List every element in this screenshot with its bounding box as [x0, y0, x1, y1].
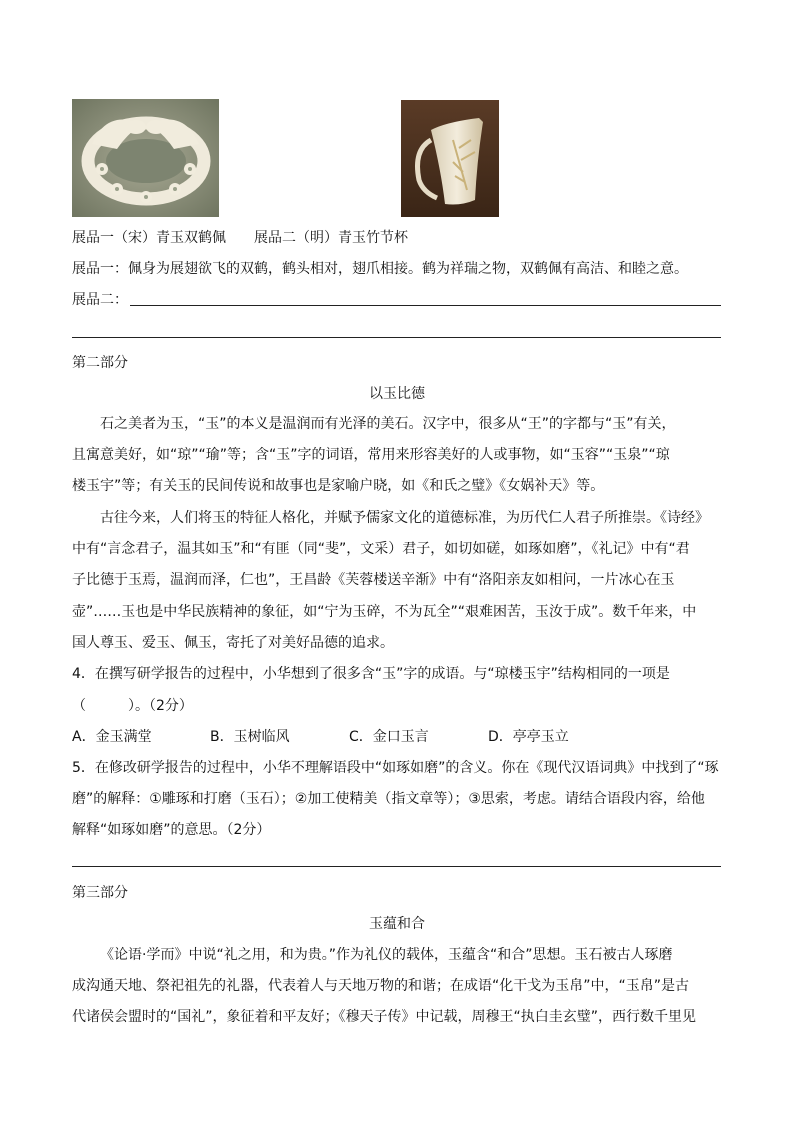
- question-5-line: 磨”的解释：①雕琢和打磨（玉石）；②加工使精美（指文章等）；③思索，考虑。请结合语段内容，给他: [72, 791, 705, 807]
- exhibit-2-answer-blank[interactable]: [130, 305, 721, 306]
- question-4-option-b[interactable]: B．玉树临风: [210, 729, 290, 745]
- part-2-heading: 第二部分: [72, 355, 128, 371]
- paragraph-line: 壶”……玉也是中华民族精神的象征，如“宁为玉碎，不为瓦全”“艰难困苦，玉汝于成”。数千年来，中: [72, 604, 697, 620]
- question-4-blank[interactable]: （ ）。（2分）: [72, 698, 193, 714]
- paragraph-line: 代诸侯会盟时的“国礼”，象征着和平友好；《穆天子传》中记载，周穆王“执白圭玄璧”，西行数千里见: [72, 1009, 697, 1025]
- question-4-option-a[interactable]: A．金玉满堂: [72, 729, 152, 745]
- paragraph-line: 子比德于玉焉，温润而泽，仁也”，王昌龄《芙蓉楼送辛渐》中有“洛阳亲友如相问，一片冰心在玉: [72, 572, 675, 588]
- part-3-title: 玉蕴和合: [369, 916, 425, 932]
- answer-line[interactable]: [72, 866, 721, 867]
- question-4-stem: 4．在撰写研学报告的过程中，小华想到了很多含“玉”字的成语。与“琼楼玉宇”结构相同的一项是: [72, 666, 670, 682]
- part-3-heading: 第三部分: [72, 885, 128, 901]
- paragraph-line: 国人尊玉、爱玉、佩玉，寄托了对美好品德的追求。: [72, 635, 394, 651]
- part-2-title: 以玉比德: [369, 386, 425, 402]
- paragraph-line: 石之美者为玉，“玉”的本义是温润而有光泽的美石。汉字中，很多从“王”的字都与“玉”有关，: [100, 416, 676, 432]
- paragraph-line: 《论语·学而》中说“礼之用，和为贵。”作为礼仪的载体，玉蕴含“和合”思想。玉石被古人琢磨: [100, 947, 673, 963]
- exhibit-1-description: 展品一：佩身为展翅欲飞的双鹤，鹤头相对，翅爪相接。鹤为祥瑞之物，双鹤佩有高洁、和睦之意。: [72, 261, 688, 277]
- paragraph-line: 中有“言念君子，温其如玉”和“有匪（同“斐”，文采）君子，如切如磋，如琢如磨”，《礼记》中有“君: [72, 541, 690, 557]
- exhibit-caption: 展品一（宋）青玉双鹤佩 展品二（明）青玉竹节杯: [72, 230, 408, 246]
- exhibit-2-image-bamboo-jade-cup: [401, 100, 499, 217]
- paragraph-line: 成沟通天地、祭祀祖先的礼器，代表着人与天地万物的和谐；在成语“化干戈为玉帛”中，“玉帛”是古: [72, 978, 690, 994]
- question-5-line: 解释“如琢如磨”的意思。（2分）: [72, 822, 271, 838]
- question-4-option-c[interactable]: C．金口玉言: [349, 729, 429, 745]
- question-4-option-d[interactable]: D．亭亭玉立: [488, 729, 569, 745]
- paragraph-line: 楼玉宇”等；有关玉的民间传说和故事也是家喻户晓，如《和氏之璧》《女娲补天》等。: [72, 478, 605, 494]
- question-5-line: 5．在修改研学报告的过程中，小华不理解语段中“如琢如磨”的含义。你在《现代汉语词典》中找到了“琢: [72, 760, 719, 776]
- answer-line[interactable]: [72, 337, 721, 338]
- exhibit-1-image-double-crane-jade-pendant: [72, 99, 219, 217]
- exhibit-2-label: 展品二：: [72, 292, 128, 308]
- paragraph-line: 古往今来，人们将玉的特征人格化，并赋予儒家文化的道德标准，为历代仁人君子所推崇。《诗经》: [100, 510, 709, 526]
- paragraph-line: 且寓意美好，如“琼”“瑜”等；含“玉”字的词语，常用来形容美好的人或事物，如“玉容”“玉泉”“琼: [72, 447, 670, 463]
